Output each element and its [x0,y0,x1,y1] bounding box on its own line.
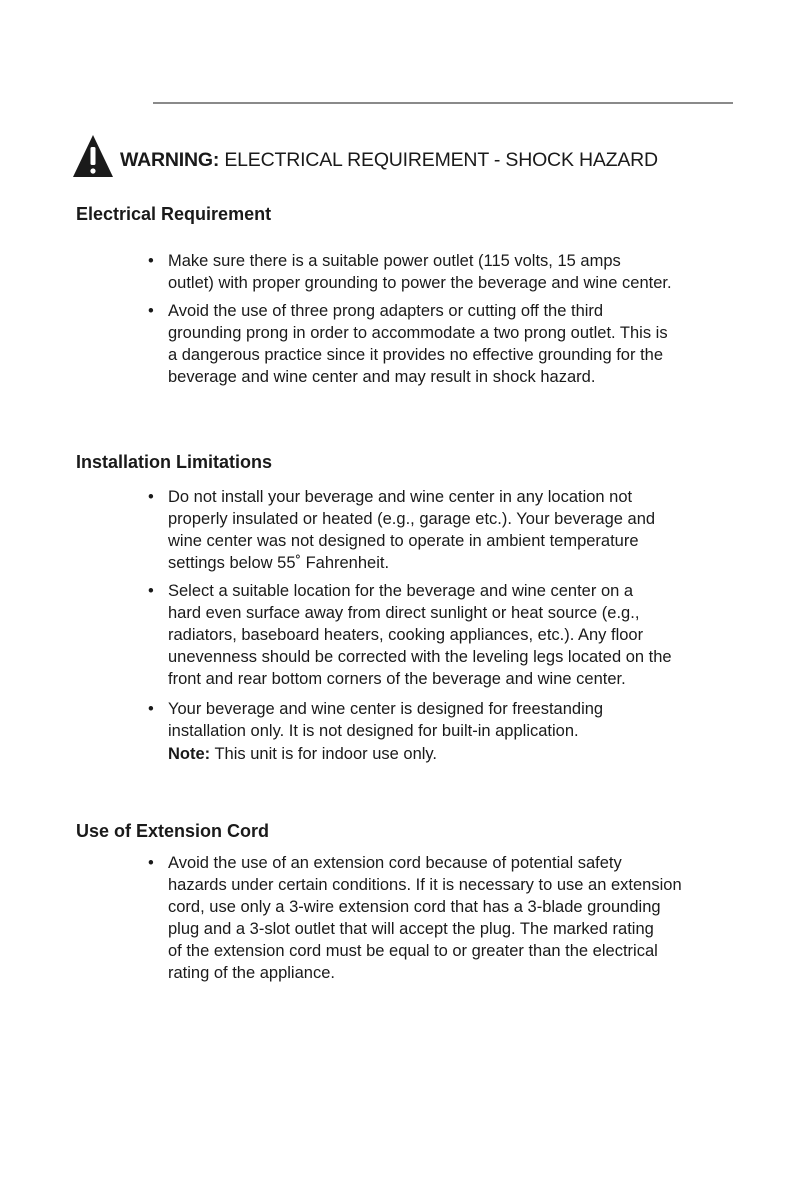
note-label: Note: [168,745,211,763]
text-line: beverage and wine center and may result in shock hazard. [168,368,596,386]
bullet-item [148,852,798,984]
text-line: unevenness should be corrected with the leveling legs located on the [168,648,672,666]
bullet-item [148,300,798,388]
warning-label: WARNING: [120,149,220,171]
bullet-icon: • [148,302,154,320]
warning-triangle-icon [72,134,114,178]
warning-text [120,149,658,172]
text-line: hazards under certain conditions. If it is necessary to use an extension [168,876,682,894]
bullet-item [148,486,798,574]
text-line: settings below 55˚ Fahrenheit. [168,554,390,572]
text-line: cord, use only a 3-wire extension cord that has a 3-blade grounding [168,898,661,916]
warning-banner [72,132,658,178]
text-line: properly insulated or heated (e.g., garage etc.). Your beverage and [168,510,656,528]
section-heading-extension-cord: Use of Extension Cord [76,821,270,841]
text-line: Your beverage and wine center is designed for freestanding [168,700,604,718]
bullet-item [148,250,798,294]
note-text: This unit is for indoor use only. [214,745,438,763]
text-line: installation only. It is not designed for built-in application. [168,722,579,740]
text-line: outlet) with proper grounding to power the beverage and wine center. [168,274,672,292]
text-line: a dangerous practice since it provides no effective grounding for the [168,346,663,364]
bullet-icon: • [148,488,154,506]
text-line: rating of the appliance. [168,964,335,982]
text-line: of the extension cord must be equal to or greater than the electrical [168,942,658,960]
header-rule [153,102,733,104]
text-line: Avoid the use of three prong adapters or cutting off the third [168,302,604,320]
bullet-item [148,580,798,690]
note [168,743,437,765]
text-line: front and rear bottom corners of the beverage and wine center. [168,670,626,688]
bullet-icon: • [148,582,154,600]
text-line: Do not install your beverage and wine center in any location not [168,488,633,506]
text-line: Avoid the use of an extension cord because of potential safety [168,854,622,872]
bullet-icon: • [148,854,154,872]
text-line: hard even surface away from direct sunlight or heat source (e.g., [168,604,640,622]
text-line: Select a suitable location for the beverage and wine center on a [168,582,634,600]
section-heading-installation: Installation Limitations [76,452,273,472]
text-line: plug and a 3-slot outlet that will accept the plug. The marked rating [168,920,654,938]
text-line: grounding prong in order to accommodate a two prong outlet. This is [168,324,668,342]
bullet-item [148,698,798,742]
text-line: radiators, baseboard heaters, cooking appliances, etc.). Any floor [168,626,644,644]
bullet-icon: • [148,700,154,718]
bullet-icon: • [148,252,154,270]
warning-message: ELECTRICAL REQUIREMENT - SHOCK HAZARD [224,149,658,171]
section-heading-electrical: Electrical Requirement [76,204,272,224]
text-line: wine center was not designed to operate in ambient temperature [168,532,639,550]
text-line: Make sure there is a suitable power outlet (115 volts, 15 amps [168,252,621,270]
